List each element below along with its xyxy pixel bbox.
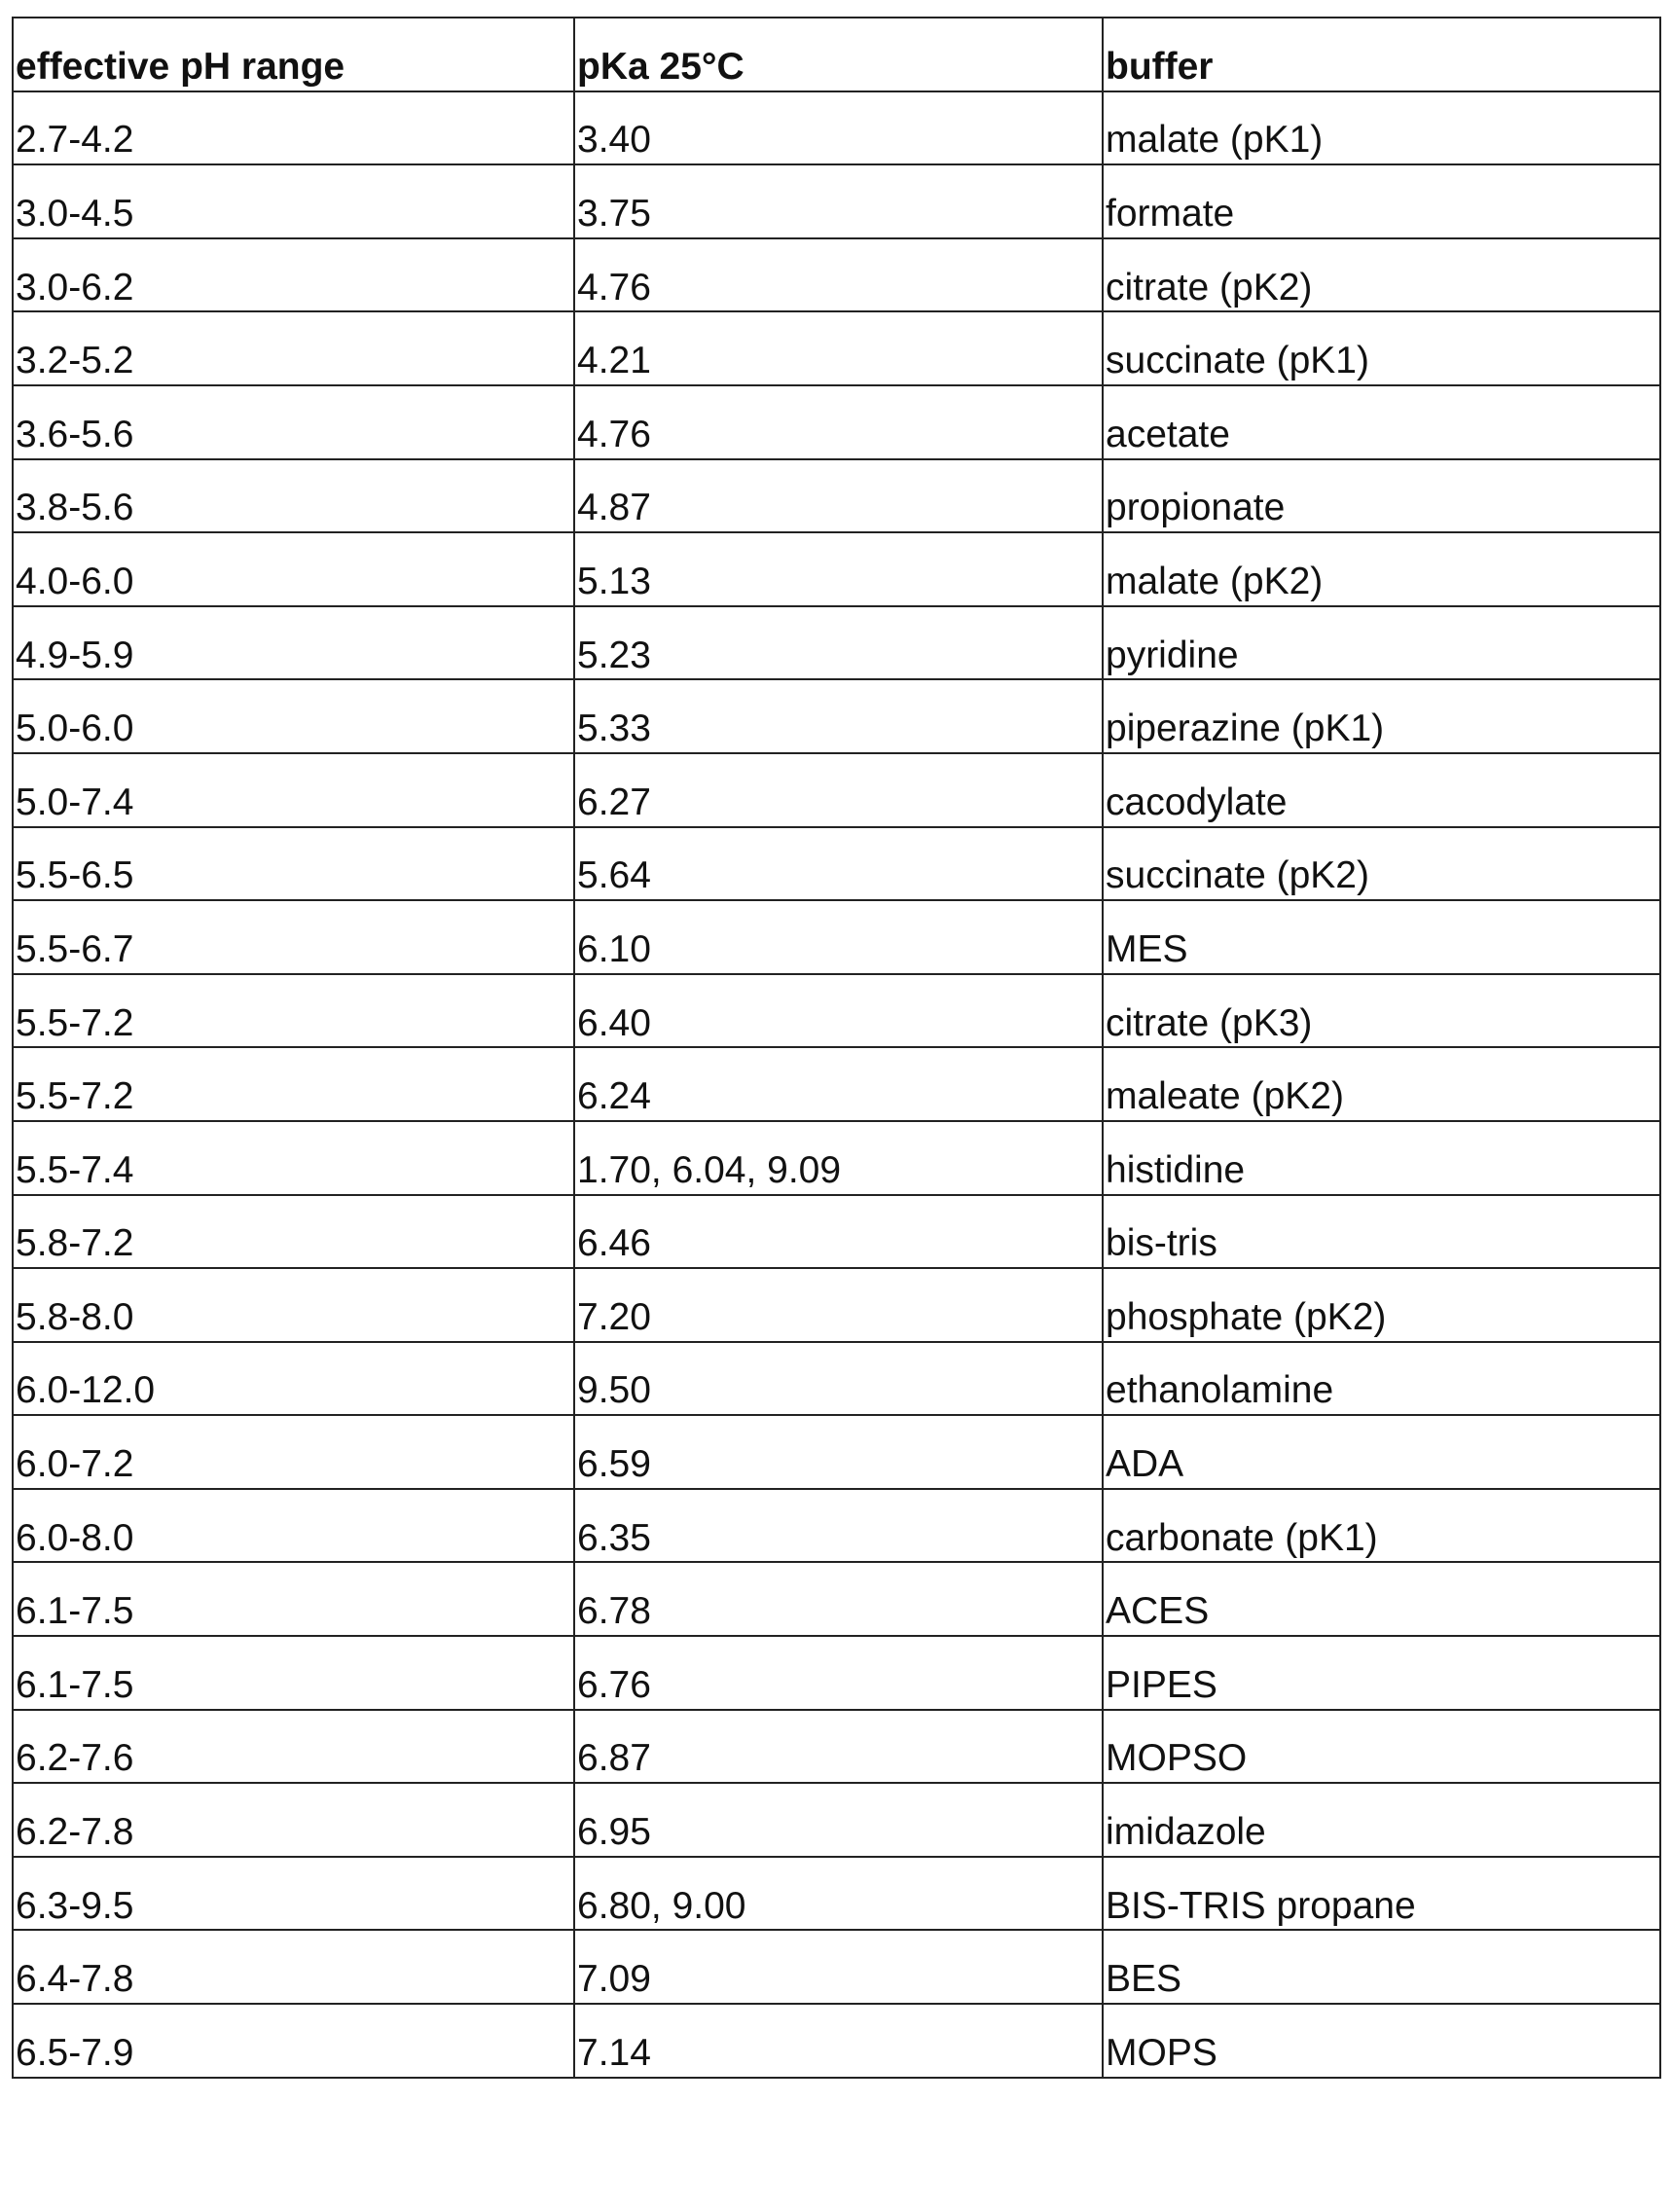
buffer-cell: histidine [1103,1121,1660,1195]
pka-cell: 3.75 [574,164,1103,238]
table-row [13,1562,1660,1636]
table-row [13,311,1660,385]
table-row [13,459,1660,533]
ph-range-cell: 3.0-6.2 [13,238,574,312]
buffer-cell: ACES [1103,1562,1660,1636]
pka-cell: 6.35 [574,1489,1103,1563]
ph-range-cell: 5.5-7.2 [13,974,574,1048]
table-row [13,238,1660,312]
ph-range-cell: 6.2-7.8 [13,1783,574,1857]
ph-range-cell: 2.7-4.2 [13,91,574,165]
pka-cell: 4.21 [574,311,1103,385]
ph-range-cell: 3.6-5.6 [13,385,574,459]
buffer-cell: phosphate (pK2) [1103,1268,1660,1342]
table-row [13,679,1660,753]
table-row [13,1783,1660,1857]
buffer-cell: carbonate (pK1) [1103,1489,1660,1563]
buffer-cell: propionate [1103,459,1660,533]
buffer-cell: citrate (pK2) [1103,238,1660,312]
table-row [13,2004,1660,2078]
pka-cell: 7.20 [574,1268,1103,1342]
buffer-cell: BIS-TRIS propane [1103,1857,1660,1931]
buffer-cell: ADA [1103,1415,1660,1489]
buffer-cell: MES [1103,900,1660,974]
pka-cell: 6.59 [574,1415,1103,1489]
buffer-cell: piperazine (pK1) [1103,679,1660,753]
table-row [13,1857,1660,1931]
buffer-cell: MOPSO [1103,1710,1660,1784]
buffer-cell: PIPES [1103,1636,1660,1710]
buffer-cell: BES [1103,1930,1660,2004]
table-row [13,1342,1660,1416]
pka-cell: 6.40 [574,974,1103,1048]
table-row [13,91,1660,165]
table-row [13,1415,1660,1489]
buffer-cell: succinate (pK1) [1103,311,1660,385]
pka-cell: 4.76 [574,238,1103,312]
pka-cell: 6.24 [574,1047,1103,1121]
pka-cell: 6.46 [574,1195,1103,1269]
pka-cell: 4.87 [574,459,1103,533]
ph-range-cell: 6.4-7.8 [13,1930,574,2004]
header-pka: pKa 25°C [574,18,1103,91]
header-ph-range: effective pH range [13,18,574,91]
pka-cell: 9.50 [574,1342,1103,1416]
table-row [13,1636,1660,1710]
buffer-cell: imidazole [1103,1783,1660,1857]
ph-range-cell: 5.5-6.5 [13,827,574,901]
ph-range-cell: 3.8-5.6 [13,459,574,533]
pka-cell: 5.64 [574,827,1103,901]
pka-cell: 6.10 [574,900,1103,974]
pka-cell: 5.23 [574,606,1103,680]
buffer-cell: succinate (pK2) [1103,827,1660,901]
ph-range-cell: 5.8-7.2 [13,1195,574,1269]
header-row [13,18,1660,91]
ph-range-cell: 4.0-6.0 [13,532,574,606]
buffer-cell: ethanolamine [1103,1342,1660,1416]
pka-cell: 4.76 [574,385,1103,459]
buffer-cell: MOPS [1103,2004,1660,2078]
buffer-cell: acetate [1103,385,1660,459]
table-row [13,164,1660,238]
pka-cell: 6.27 [574,753,1103,827]
table-row [13,900,1660,974]
table-row [13,385,1660,459]
table-row [13,1047,1660,1121]
header-buffer: buffer [1103,18,1660,91]
pka-cell: 3.40 [574,91,1103,165]
table-row [13,532,1660,606]
ph-range-cell: 6.0-8.0 [13,1489,574,1563]
ph-range-cell: 6.2-7.6 [13,1710,574,1784]
pka-cell: 7.14 [574,2004,1103,2078]
buffer-cell: pyridine [1103,606,1660,680]
pka-cell: 6.76 [574,1636,1103,1710]
table-row [13,827,1660,901]
table-row [13,753,1660,827]
ph-range-cell: 5.5-6.7 [13,900,574,974]
buffer-cell: bis-tris [1103,1195,1660,1269]
buffer-table [12,17,1661,2079]
buffer-cell: cacodylate [1103,753,1660,827]
ph-range-cell: 5.0-7.4 [13,753,574,827]
pka-cell: 1.70, 6.04, 9.09 [574,1121,1103,1195]
buffer-cell: malate (pK1) [1103,91,1660,165]
pka-cell: 5.33 [574,679,1103,753]
ph-range-cell: 6.1-7.5 [13,1636,574,1710]
buffer-cell: malate (pK2) [1103,532,1660,606]
buffer-cell: formate [1103,164,1660,238]
ph-range-cell: 5.8-8.0 [13,1268,574,1342]
ph-range-cell: 6.0-7.2 [13,1415,574,1489]
table-row [13,1121,1660,1195]
pka-cell: 6.95 [574,1783,1103,1857]
pka-cell: 6.87 [574,1710,1103,1784]
buffer-cell: citrate (pK3) [1103,974,1660,1048]
table-row [13,1268,1660,1342]
ph-range-cell: 5.5-7.2 [13,1047,574,1121]
ph-range-cell: 5.5-7.4 [13,1121,574,1195]
ph-range-cell: 5.0-6.0 [13,679,574,753]
table-row [13,1710,1660,1784]
pka-cell: 6.80, 9.00 [574,1857,1103,1931]
pka-cell: 5.13 [574,532,1103,606]
table-row [13,606,1660,680]
ph-range-cell: 4.9-5.9 [13,606,574,680]
table-row [13,1195,1660,1269]
ph-range-cell: 6.0-12.0 [13,1342,574,1416]
table-row [13,1489,1660,1563]
pka-cell: 7.09 [574,1930,1103,2004]
pka-cell: 6.78 [574,1562,1103,1636]
ph-range-cell: 6.3-9.5 [13,1857,574,1931]
table-row [13,1930,1660,2004]
buffer-cell: maleate (pK2) [1103,1047,1660,1121]
ph-range-cell: 3.0-4.5 [13,164,574,238]
ph-range-cell: 6.1-7.5 [13,1562,574,1636]
table-row [13,974,1660,1048]
ph-range-cell: 6.5-7.9 [13,2004,574,2078]
ph-range-cell: 3.2-5.2 [13,311,574,385]
